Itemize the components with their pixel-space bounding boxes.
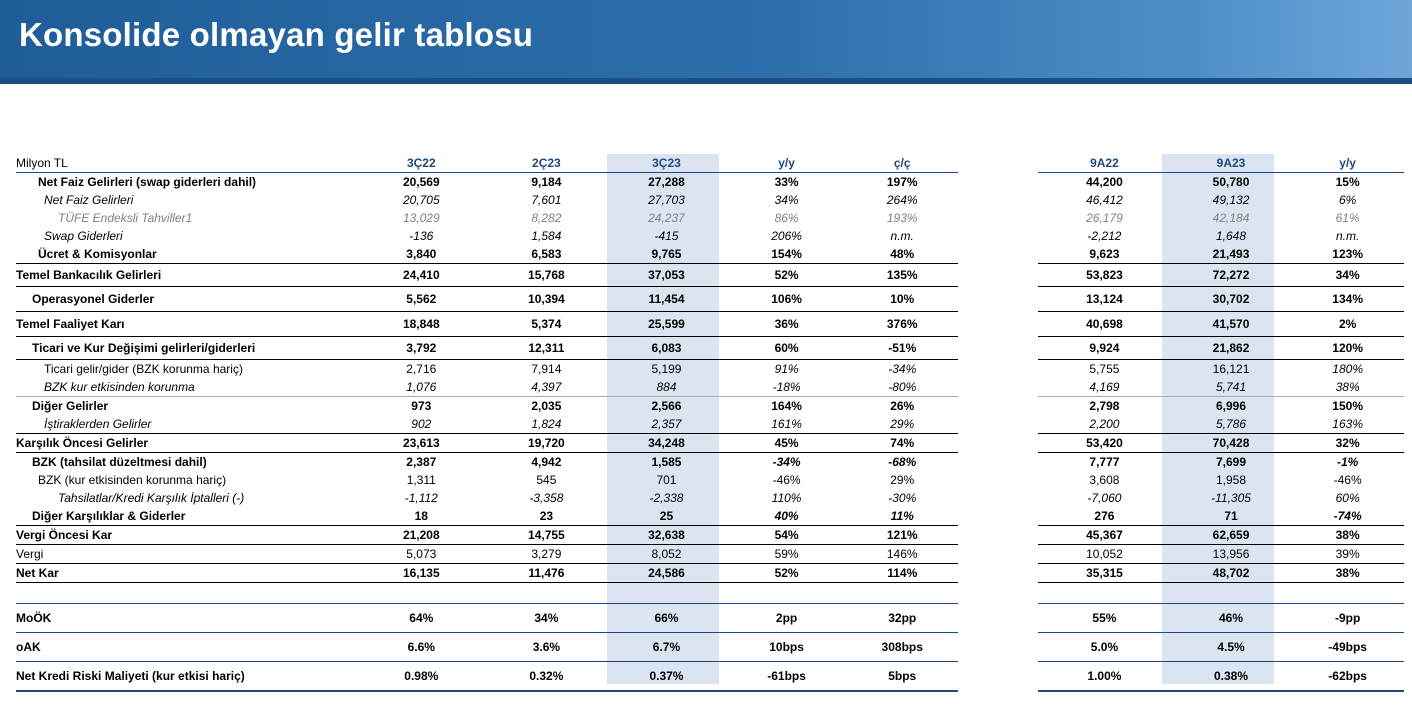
income-statement-table: [16, 154, 1412, 692]
value-cell: -136: [409, 229, 434, 243]
table-row: [16, 227, 1412, 245]
row-label: Vergi: [16, 545, 357, 564]
column-gap: [958, 662, 1039, 692]
value-cell: 64%: [357, 604, 487, 633]
value-cell: 38%: [1291, 564, 1404, 583]
column-header: 3Ç23: [607, 154, 727, 173]
value-cell: 5,755: [1089, 362, 1120, 376]
value-cell: 5bps: [847, 662, 958, 692]
value-cell: 164%: [771, 399, 802, 413]
value-cell: 4,942: [531, 455, 562, 469]
value-cell: 49,132: [1212, 193, 1250, 207]
row-label: BZK (kur etkisinden korunma hariç): [38, 473, 227, 487]
value-cell: 120%: [1291, 337, 1404, 360]
value-cell: 3,608: [1089, 473, 1120, 487]
value-cell: 902: [357, 415, 487, 434]
row-label: Operasyonel Giderler: [16, 287, 357, 312]
value-cell: 23: [486, 507, 607, 526]
table-row: [16, 434, 1412, 453]
value-cell: 7,777: [1089, 455, 1120, 469]
table-row: [16, 191, 1412, 209]
row-label: Net Faiz Gelirleri (swap giderleri dahil): [38, 175, 257, 189]
value-cell: 13,956: [1171, 545, 1292, 564]
column-gap: [958, 545, 1039, 564]
title-band: [0, 78, 1412, 84]
table-row: [16, 245, 1412, 264]
value-cell: 1.00%: [1038, 662, 1171, 692]
column-gap: [958, 434, 1039, 453]
value-cell: 14,755: [486, 526, 607, 545]
value-cell: 12,311: [486, 337, 607, 360]
value-cell: 2,035: [531, 399, 562, 413]
value-cell: -2,338: [649, 491, 684, 505]
value-cell: 0.38%: [1171, 662, 1292, 692]
value-cell: 545: [536, 473, 557, 487]
row-label: oAK: [16, 633, 357, 662]
value-cell: 23,613: [357, 434, 487, 453]
column-header: 9A22: [1038, 154, 1171, 173]
ratio-row: [16, 604, 1412, 633]
value-cell: 0.37%: [607, 662, 727, 692]
value-cell: 20,705: [402, 193, 440, 207]
value-cell: -80%: [847, 378, 958, 397]
value-cell: 2pp: [726, 604, 847, 633]
table-row: [16, 312, 1412, 337]
value-cell: 74%: [847, 434, 958, 453]
value-cell: -3,358: [529, 491, 564, 505]
value-cell: 5,073: [357, 545, 487, 564]
table-row: [16, 397, 1412, 416]
table-row: [16, 526, 1412, 545]
column-header: y/y: [1291, 154, 1404, 173]
value-cell: 10,394: [486, 287, 607, 312]
value-cell: 150%: [1332, 399, 1363, 413]
value-cell: 21,493: [1171, 245, 1292, 264]
value-cell: 8,282: [531, 211, 562, 225]
value-cell: n.m.: [890, 229, 914, 243]
column-gap: [958, 264, 1039, 287]
value-cell: 5,374: [486, 312, 607, 337]
value-cell: 30,702: [1171, 287, 1292, 312]
value-cell: 376%: [847, 312, 958, 337]
value-cell: 4,169: [1038, 378, 1171, 397]
value-cell: 4,397: [486, 378, 607, 397]
value-cell: 24,237: [648, 211, 685, 225]
column-gap: [958, 173, 1039, 192]
value-cell: 34%: [774, 193, 799, 207]
column-gap: [958, 415, 1039, 434]
value-cell: 46%: [1171, 604, 1292, 633]
value-cell: 15%: [1335, 175, 1360, 189]
value-cell: 1,958: [1216, 473, 1247, 487]
value-cell: -46%: [772, 473, 801, 487]
value-cell: 134%: [1291, 287, 1404, 312]
value-cell: 1,824: [486, 415, 607, 434]
value-cell: 61%: [1335, 211, 1360, 225]
value-cell: 21,208: [357, 526, 487, 545]
value-cell: 3.6%: [486, 633, 607, 662]
value-cell: -18%: [726, 378, 847, 397]
page-title: Konsolide olmayan gelir tablosu: [19, 16, 534, 53]
value-cell: 27,288: [648, 175, 685, 189]
value-cell: 276: [1038, 507, 1171, 526]
value-cell: 86%: [774, 211, 799, 225]
value-cell: 2,357: [607, 415, 727, 434]
value-cell: 2,566: [651, 399, 682, 413]
value-cell: 25,599: [607, 312, 727, 337]
value-cell: -51%: [847, 337, 958, 360]
table-row: [16, 471, 1412, 489]
value-cell: 5,199: [651, 362, 682, 376]
value-cell: 25: [607, 507, 727, 526]
row-label: Vergi Öncesi Kar: [16, 526, 357, 545]
value-cell: 16,135: [357, 564, 487, 583]
value-cell: 6,083: [607, 337, 727, 360]
value-cell: 72,272: [1171, 264, 1292, 287]
value-cell: 5,786: [1171, 415, 1292, 434]
table-row: [16, 453, 1412, 472]
value-cell: -11,305: [1211, 491, 1251, 505]
column-gap: [958, 397, 1039, 416]
row-label: Ücret & Komisyonlar: [16, 245, 357, 264]
value-cell: 48,702: [1171, 564, 1292, 583]
value-cell: 16,121: [1212, 362, 1250, 376]
row-label: Temel Bankacılık Gelirleri: [16, 264, 357, 287]
value-cell: 3,840: [357, 245, 487, 264]
column-gap: [958, 312, 1039, 337]
value-cell: 38%: [1291, 378, 1404, 397]
table-row: [16, 209, 1412, 227]
value-cell: 1,585: [651, 455, 682, 469]
value-cell: 34%: [1291, 264, 1404, 287]
column-gap: [958, 360, 1039, 379]
value-cell: 46,412: [1086, 193, 1123, 207]
title-banner: [0, 0, 1412, 84]
value-cell: 60%: [726, 337, 847, 360]
value-cell: n.m.: [1335, 229, 1360, 243]
value-cell: 20,569: [402, 175, 440, 189]
row-label: BZK (tahsilat düzeltmesi dahil): [32, 455, 207, 469]
value-cell: 35,315: [1038, 564, 1171, 583]
value-cell: 91%: [774, 362, 799, 376]
row-label: Ticari gelir/gider (BZK korunma hariç): [44, 362, 243, 376]
value-cell: 161%: [726, 415, 847, 434]
value-cell: -62bps: [1291, 662, 1404, 692]
value-cell: 4.5%: [1171, 633, 1292, 662]
column-header: 3Ç22: [357, 154, 487, 173]
value-cell: 206%: [771, 229, 802, 243]
value-cell: -61bps: [726, 662, 847, 692]
value-cell: 32%: [1291, 434, 1404, 453]
row-label: İştiraklerden Gelirler: [16, 415, 357, 434]
column-gap: [958, 337, 1039, 360]
value-cell: 48%: [847, 245, 958, 264]
column-gap: [958, 526, 1039, 545]
value-cell: 10bps: [726, 633, 847, 662]
value-cell: -68%: [888, 455, 917, 469]
table-row: [16, 173, 1412, 192]
unit-label: Milyon TL: [16, 154, 357, 173]
value-cell: 45%: [726, 434, 847, 453]
ratio-row: [16, 662, 1412, 692]
value-cell: 32pp: [847, 604, 958, 633]
table-row: [16, 545, 1412, 564]
row-label: TÜFE Endeksli Tahviller1: [58, 211, 193, 225]
column-gap: [958, 154, 1039, 173]
value-cell: 11,454: [607, 287, 727, 312]
value-cell: -1%: [1336, 455, 1359, 469]
value-cell: 70,428: [1171, 434, 1292, 453]
row-label: Net Kredi Riski Maliyeti (kur etkisi hariç): [16, 662, 357, 692]
column-header: y/y: [726, 154, 847, 173]
value-cell: 2,798: [1089, 399, 1120, 413]
value-cell: 6%: [1338, 193, 1357, 207]
table-row: [16, 287, 1412, 312]
column-header: 2Ç23: [486, 154, 607, 173]
column-gap: [958, 245, 1039, 264]
table-row: [16, 564, 1412, 583]
value-cell: 53,420: [1038, 434, 1171, 453]
column-gap: [958, 471, 1039, 489]
value-cell: -415: [654, 229, 679, 243]
column-gap: [958, 507, 1039, 526]
value-cell: 36%: [726, 312, 847, 337]
value-cell: -9pp: [1291, 604, 1404, 633]
value-cell: 1,584: [531, 229, 562, 243]
value-cell: 71: [1171, 507, 1292, 526]
value-cell: 2%: [1291, 312, 1404, 337]
value-cell: 19,720: [486, 434, 607, 453]
row-label: MoÖK: [16, 604, 357, 633]
value-cell: 0.32%: [486, 662, 607, 692]
value-cell: 55%: [1038, 604, 1171, 633]
ratio-row: [16, 633, 1412, 662]
row-label: Net Kar: [16, 564, 357, 583]
value-cell: 5,562: [357, 287, 487, 312]
value-cell: -30%: [888, 491, 917, 505]
value-cell: 21,862: [1171, 337, 1292, 360]
value-cell: 1,311: [406, 473, 436, 487]
value-cell: 24,410: [357, 264, 487, 287]
value-cell: 7,914: [531, 362, 562, 376]
table-row: [16, 489, 1412, 507]
table-row: [16, 360, 1412, 379]
value-cell: 5,741: [1171, 378, 1292, 397]
column-gap: [958, 489, 1039, 507]
value-cell: 6,583: [486, 245, 607, 264]
value-cell: 27,703: [648, 193, 685, 207]
value-cell: 308bps: [847, 633, 958, 662]
value-cell: 884: [607, 378, 727, 397]
value-cell: 66%: [607, 604, 727, 633]
column-gap: [958, 453, 1039, 472]
value-cell: 7,601: [531, 193, 562, 207]
value-cell: 9,184: [531, 175, 562, 189]
value-cell: 24,586: [607, 564, 727, 583]
value-cell: 45,367: [1038, 526, 1171, 545]
value-cell: 8,052: [607, 545, 727, 564]
value-cell: 7,699: [1216, 455, 1247, 469]
column-header: 9A23: [1171, 154, 1292, 173]
value-cell: 60%: [1335, 491, 1360, 505]
row-label: Tahsilatlar/Kredi Karşılık İptalleri (-): [58, 491, 245, 505]
value-cell: 9,765: [607, 245, 727, 264]
value-cell: 32,638: [607, 526, 727, 545]
value-cell: 114%: [847, 564, 958, 583]
value-cell: 5.0%: [1038, 633, 1171, 662]
value-cell: 37,053: [607, 264, 727, 287]
value-cell: 123%: [1291, 245, 1404, 264]
value-cell: 38%: [1291, 526, 1404, 545]
value-cell: 264%: [886, 193, 918, 207]
value-cell: 973: [411, 399, 432, 413]
value-cell: 1,648: [1216, 229, 1247, 243]
row-label: Temel Faaliyet Karı: [16, 312, 357, 337]
value-cell: -34%: [772, 455, 801, 469]
value-cell: 34%: [486, 604, 607, 633]
column-gap: [958, 209, 1039, 227]
value-cell: 110%: [771, 491, 802, 505]
value-cell: 29%: [890, 473, 915, 487]
value-cell: 41,570: [1171, 312, 1292, 337]
value-cell: 0.98%: [357, 662, 487, 692]
value-cell: 701: [656, 473, 677, 487]
value-cell: 11,476: [486, 564, 607, 583]
column-gap: [958, 564, 1039, 583]
value-cell: 34,248: [607, 434, 727, 453]
value-cell: 6.7%: [607, 633, 727, 662]
value-cell: 3,792: [357, 337, 487, 360]
value-cell: 39%: [1291, 545, 1404, 564]
value-cell: 2,200: [1038, 415, 1171, 434]
column-gap: [958, 227, 1039, 245]
value-cell: 26%: [890, 399, 915, 413]
row-label: Ticari ve Kur Değişimi gelirleri/giderleri: [16, 337, 357, 360]
value-cell: 106%: [726, 287, 847, 312]
value-cell: 29%: [847, 415, 958, 434]
value-cell: 193%: [886, 211, 918, 225]
value-cell: 62,659: [1171, 526, 1292, 545]
value-cell: 135%: [847, 264, 958, 287]
table-row: [16, 264, 1412, 287]
value-cell: 10%: [847, 287, 958, 312]
value-cell: 146%: [847, 545, 958, 564]
value-cell: 163%: [1291, 415, 1404, 434]
value-cell: -7,060: [1087, 491, 1122, 505]
table-header-row: [16, 154, 1412, 173]
value-cell: 50,780: [1212, 175, 1250, 189]
row-label: BZK kur etkisinden korunma: [16, 378, 357, 397]
table-row: [16, 415, 1412, 434]
column-gap: [958, 378, 1039, 397]
value-cell: 13,029: [402, 211, 440, 225]
value-cell: 42,184: [1212, 211, 1250, 225]
value-cell: 6.6%: [357, 633, 487, 662]
value-cell: 59%: [726, 545, 847, 564]
value-cell: 15,768: [486, 264, 607, 287]
value-cell: 2,387: [406, 455, 437, 469]
value-cell: 1,076: [357, 378, 487, 397]
value-cell: -74%: [1291, 507, 1404, 526]
value-cell: 3,279: [486, 545, 607, 564]
value-cell: 54%: [726, 526, 847, 545]
value-cell: 121%: [847, 526, 958, 545]
column-gap: [958, 191, 1039, 209]
value-cell: 18: [357, 507, 487, 526]
row-label: Net Faiz Gelirleri: [44, 193, 134, 207]
value-cell: -34%: [888, 362, 917, 376]
value-cell: -2,212: [1087, 229, 1122, 243]
value-cell: -1,112: [404, 491, 438, 505]
value-cell: 2,716: [406, 362, 437, 376]
column-header: ç/ç: [847, 154, 958, 173]
value-cell: 9,623: [1038, 245, 1171, 264]
column-gap: [958, 633, 1039, 662]
row-label: Diğer Karşılıklar & Giderler: [16, 507, 357, 526]
value-cell: 180%: [1332, 362, 1363, 376]
value-cell: 40,698: [1038, 312, 1171, 337]
value-cell: 10,052: [1038, 545, 1171, 564]
value-cell: -49bps: [1291, 633, 1404, 662]
value-cell: 33%: [774, 175, 799, 189]
value-cell: 26,179: [1086, 211, 1123, 225]
value-cell: 13,124: [1038, 287, 1171, 312]
table-row: [16, 337, 1412, 360]
value-cell: 44,200: [1086, 175, 1123, 189]
row-label: Swap Giderleri: [44, 229, 123, 243]
value-cell: 52%: [726, 564, 847, 583]
value-cell: 197%: [886, 175, 918, 189]
table-row: [16, 507, 1412, 526]
row-label: Diğer Gelirler: [32, 399, 109, 413]
value-cell: 18,848: [357, 312, 487, 337]
value-cell: 40%: [726, 507, 847, 526]
value-cell: 52%: [726, 264, 847, 287]
value-cell: -46%: [1333, 473, 1362, 487]
value-cell: 154%: [726, 245, 847, 264]
column-gap: [958, 604, 1039, 633]
value-cell: 9,924: [1038, 337, 1171, 360]
value-cell: 11%: [847, 507, 958, 526]
table-row: [16, 378, 1412, 397]
column-gap: [958, 287, 1039, 312]
row-label: Karşılık Öncesi Gelirler: [16, 434, 357, 453]
value-cell: 53,823: [1038, 264, 1171, 287]
value-cell: 6,996: [1216, 399, 1247, 413]
